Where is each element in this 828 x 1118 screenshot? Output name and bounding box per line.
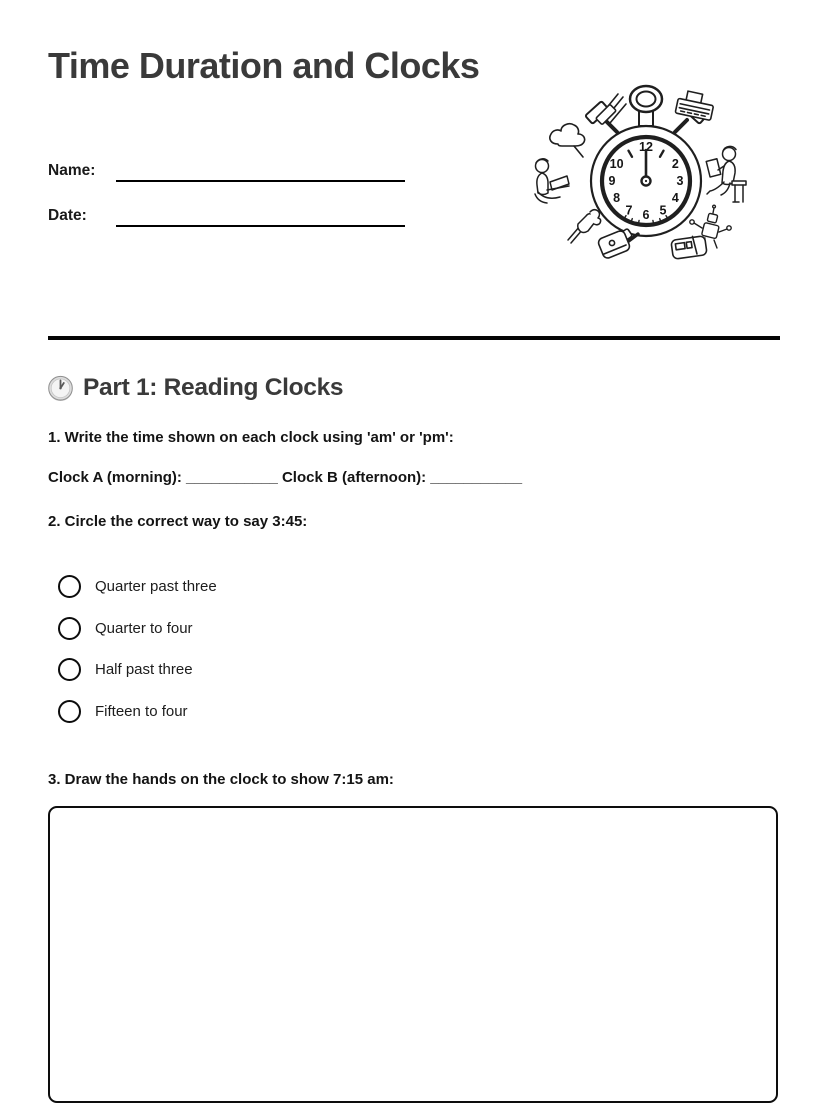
doodle-cloud-icon [550, 124, 585, 157]
radio-button-icon[interactable] [58, 575, 81, 598]
radio-button-icon[interactable] [58, 700, 81, 723]
radio-button-icon[interactable] [58, 617, 81, 640]
clock-number: 12 [639, 140, 653, 154]
option-label: Quarter past three [95, 578, 217, 595]
clock-number: 3 [676, 174, 684, 188]
date-input-line[interactable] [116, 203, 405, 227]
stopwatch-illustration-svg [520, 66, 788, 268]
question-2-options-group [58, 575, 217, 741]
clock-number: 7 [625, 203, 633, 218]
clock-number: 6 [642, 208, 650, 222]
stopwatch-illustration [520, 66, 788, 268]
option-label: Half past three [95, 661, 193, 678]
doodle-torch-icon [568, 210, 601, 243]
name-label: Name: [48, 162, 96, 179]
clock-number: 5 [659, 203, 667, 218]
option-fifteen-to-four[interactable] [58, 700, 217, 723]
clock-number: 8 [613, 191, 621, 205]
clock-number: 10 [609, 157, 624, 171]
option-label: Fifteen to four [95, 702, 188, 720]
doodle-van-icon [671, 236, 707, 260]
clock-icon [47, 375, 74, 402]
name-input-line[interactable] [116, 158, 405, 182]
clock-number: 9 [608, 174, 616, 188]
clock-drawing-box[interactable] [48, 806, 778, 1103]
option-label: Quarter to four [95, 619, 193, 637]
option-quarter-past-three[interactable] [58, 575, 217, 598]
part1-heading-row [47, 372, 343, 404]
doodle-reading-child-icon [706, 146, 746, 202]
doodle-laptop-child-icon [535, 159, 569, 203]
question-1-answer-blanks[interactable]: Clock A (morning): ___________ Clock B (afternoon): ___________ [48, 469, 523, 486]
part1-heading: Part 1: Reading Clocks [83, 374, 344, 401]
option-quarter-to-four[interactable] [58, 617, 217, 640]
date-label: Date: [48, 207, 87, 224]
option-half-past-three[interactable] [58, 658, 217, 681]
stopwatch-face [591, 126, 701, 236]
section-divider [48, 336, 780, 340]
name-field-row [48, 158, 405, 182]
clock-number: 2 [671, 157, 679, 171]
question-1-label: 1. Write the time shown on each clock using 'am' or 'pm': [48, 429, 454, 446]
page-title: Time Duration and Clocks [48, 45, 480, 86]
date-field-row [48, 203, 405, 227]
stopwatch-crown-icon [630, 86, 662, 126]
radio-button-icon[interactable] [58, 658, 81, 681]
question-2-label: 2. Circle the correct way to say 3:45: [48, 513, 308, 530]
question-3-label: 3. Draw the hands on the clock to show 7:15 am: [48, 771, 394, 788]
doodle-typewriter-icon [675, 89, 715, 120]
clock-number: 4 [671, 191, 679, 205]
